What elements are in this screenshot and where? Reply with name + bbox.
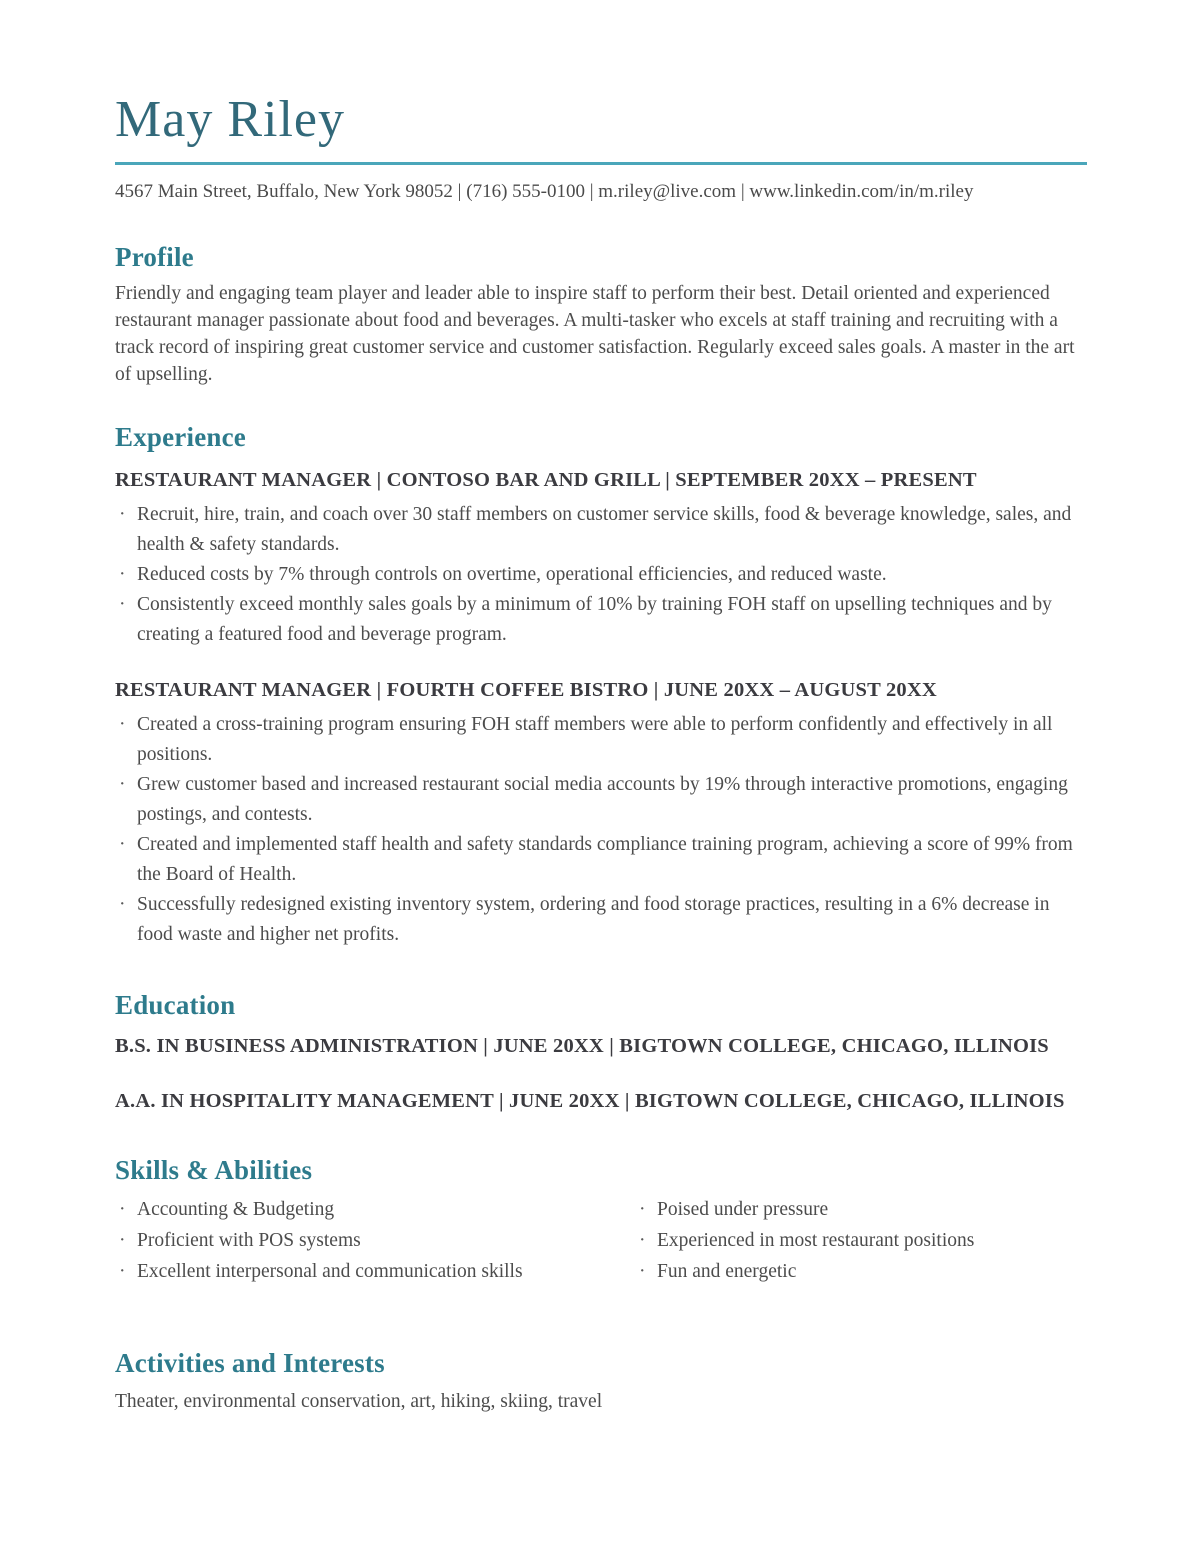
contact-line: 4567 Main Street, Buffalo, New York 98052 | (716) 555-0100 | m.riley@live.com | www.linkedin.com/in/m.riley (115, 181, 974, 202)
job-title-contoso: RESTAURANT MANAGER | CONTOSO BAR AND GRILL | SEPTEMBER 20XX – PRESENT (115, 469, 977, 491)
experience-bullet-text: Recruit, hire, train, and coach over 30 staff members on customer service skills, food & beverage knowledge, sales, and health & safety standards. (137, 504, 1072, 555)
skill-text: Poised under pressure (657, 1199, 829, 1220)
experience-bullet-text: Grew customer based and increased restaurant social media accounts by 19% through interactive promotions, engaging postings, and contests. (137, 774, 1068, 825)
bullet-icon: · (119, 834, 126, 855)
profile-summary: Friendly and engaging team player and leader able to inspire staff to perform their best. Detail oriented and experienced restaurant manager passionate about food and beverages. A multi-tasker who excels at staff training and recruiting with a track record of inspiring great customer service and customer satisfaction. Regularly exceed sales goals. A master in the art of upselling. (115, 283, 1075, 385)
skill-item (115, 1225, 635, 1256)
header-divider-rule (115, 162, 1087, 165)
skill-item (115, 1256, 635, 1287)
experience-bullet (115, 560, 1087, 590)
bullet-icon: · (119, 1230, 126, 1251)
skill-item (635, 1194, 1087, 1225)
skill-item (635, 1256, 1087, 1287)
bullet-icon: · (119, 774, 126, 795)
bullet-icon: · (119, 594, 126, 615)
job-title-fourth-coffee: RESTAURANT MANAGER | FOURTH COFFEE BISTRO | JUNE 20XX – AUGUST 20XX (115, 679, 937, 701)
experience-bullet-text: Created and implemented staff health and safety standards compliance training program, achieving a score of 99% from the Board of Health. (137, 834, 1073, 885)
experience-bullet (115, 770, 1087, 830)
skills-heading: Skills & Abilities (115, 1155, 313, 1185)
skill-text: Accounting & Budgeting (137, 1199, 335, 1220)
skill-text: Fun and energetic (657, 1261, 797, 1282)
activities-heading: Activities and Interests (115, 1348, 385, 1378)
resume-name: May Riley (115, 91, 345, 148)
skill-item (635, 1225, 1087, 1256)
experience-bullet-text: Reduced costs by 7% through controls on overtime, operational efficiencies, and reduced waste. (137, 564, 887, 585)
skills-column-right (635, 1194, 1087, 1287)
bullet-icon: · (119, 1261, 126, 1282)
bullet-icon: · (119, 1199, 126, 1220)
activities-list: Theater, environmental conservation, art, hiking, skiing, travel (115, 1391, 603, 1412)
experience-bullet-text: Created a cross-training program ensuring FOH staff members were able to perform confidently and effectively in all positions. (137, 714, 1053, 765)
experience-bullet-text: Consistently exceed monthly sales goals by a minimum of 10% by training FOH staff on upselling techniques and by creating a featured food and beverage program. (137, 594, 1052, 645)
education-entry-aa: A.A. IN HOSPITALITY MANAGEMENT | JUNE 20XX | BIGTOWN COLLEGE, CHICAGO, ILLINOIS (115, 1090, 1065, 1112)
experience-bullet (115, 590, 1087, 650)
bullet-icon: · (639, 1199, 646, 1220)
bullet-icon: · (119, 564, 126, 585)
experience-bullet (115, 500, 1087, 560)
skills-columns (115, 1194, 1087, 1287)
experience-bullet (115, 830, 1087, 890)
skill-text: Excellent interpersonal and communication skills (137, 1261, 523, 1282)
skill-item (115, 1194, 635, 1225)
experience-bullet-text: Successfully redesigned existing inventory system, ordering and food storage practices, resulting in a 6% decrease in food waste and higher net profits. (137, 894, 1050, 945)
bullet-icon: · (119, 714, 126, 735)
bullet-icon: · (639, 1230, 646, 1251)
bullet-icon: · (119, 894, 126, 915)
skill-text: Proficient with POS systems (137, 1230, 361, 1251)
experience-heading: Experience (115, 422, 246, 452)
skill-text: Experienced in most restaurant positions (657, 1230, 975, 1251)
bullet-icon: · (119, 504, 126, 525)
job-bullets-contoso (115, 500, 1087, 650)
job-bullets-fourth-coffee (115, 710, 1087, 950)
experience-bullet (115, 890, 1087, 950)
profile-heading: Profile (115, 242, 194, 272)
education-heading: Education (115, 990, 236, 1020)
education-entry-bs: B.S. IN BUSINESS ADMINISTRATION | JUNE 20XX | BIGTOWN COLLEGE, CHICAGO, ILLINOIS (115, 1035, 1049, 1057)
bullet-icon: · (639, 1261, 646, 1282)
experience-bullet (115, 710, 1087, 770)
skills-column-left (115, 1194, 635, 1287)
